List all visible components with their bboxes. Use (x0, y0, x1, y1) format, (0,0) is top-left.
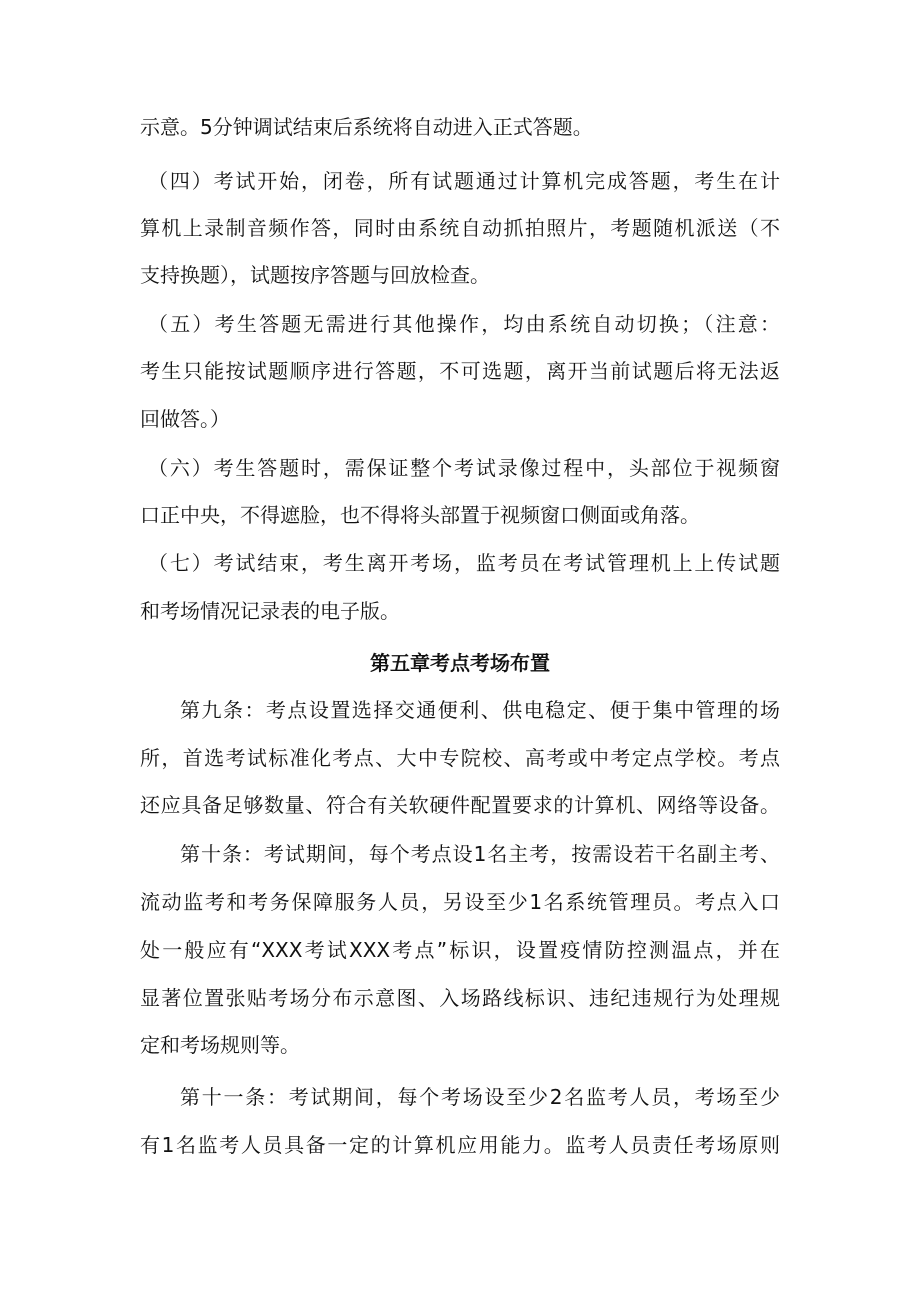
text-line: （四）考试开始，闭卷，所有试题通过计算机完成答题，考生在计 (148, 169, 780, 193)
text-line: 和考场情况记录表的电子版。 (140, 599, 400, 623)
chapter-heading: 第五章考点考场布置 (370, 651, 550, 675)
text-line: 口正中央，不得遮脸，也不得将头部置于视频窗口侧面或角落。 (140, 503, 700, 527)
text-line: 算机上录制音频作答，同时由系统自动抓拍照片，考题随机派送（不 (140, 216, 780, 240)
text-line: 还应具备足够数量、符合有关软硬件配置要求的计算机、网络等设备。 (140, 793, 780, 817)
text-line: （五）考生答题无需进行其他操作，均由系统自动切换；（注意： (148, 312, 780, 336)
text-line: （六）考生答题时，需保证整个考试录像过程中，头部位于视频窗 (148, 456, 780, 480)
text-line: 支持换题），试题按序答题与回放检查。 (140, 263, 490, 287)
text-line: 显著位置张贴考场分布示意图、入场路线标识、违纪违规行为处理规 (140, 986, 780, 1010)
text-line: 示意。5分钟调试结束后系统将自动进入正式答题。 (140, 115, 593, 139)
text-line: 第十条：考试期间，每个考点设1名主考，按需设若干名副主考、 (180, 842, 780, 866)
text-line: 回做答。） (140, 407, 230, 431)
text-line: 考生只能按试题顺序进行答题，不可选题，离开当前试题后将无法返 (140, 359, 780, 383)
text-line: 定和考场规则等。 (140, 1033, 300, 1057)
text-line: （七）考试结束，考生离开考场，监考员在考试管理机上上传试题 (148, 551, 780, 575)
text-line: 处一般应有“XXX考试XXX考点”标识，设置疫情防控测温点，并在 (140, 938, 780, 962)
text-line: 流动监考和考务保障服务人员，另设至少1名系统管理员。考点入口 (140, 890, 780, 914)
text-line: 所，首选考试标准化考点、大中专院校、高考或中考定点学校。考点 (140, 746, 780, 770)
text-line: 有1名监考人员具备一定的计算机应用能力。监考人员责任考场原则 (140, 1133, 780, 1157)
text-line: 第九条：考点设置选择交通便利、供电稳定、便于集中管理的场 (180, 698, 780, 722)
text-line: 第十一条：考试期间，每个考场设至少2名监考人员，考场至少 (180, 1085, 780, 1109)
